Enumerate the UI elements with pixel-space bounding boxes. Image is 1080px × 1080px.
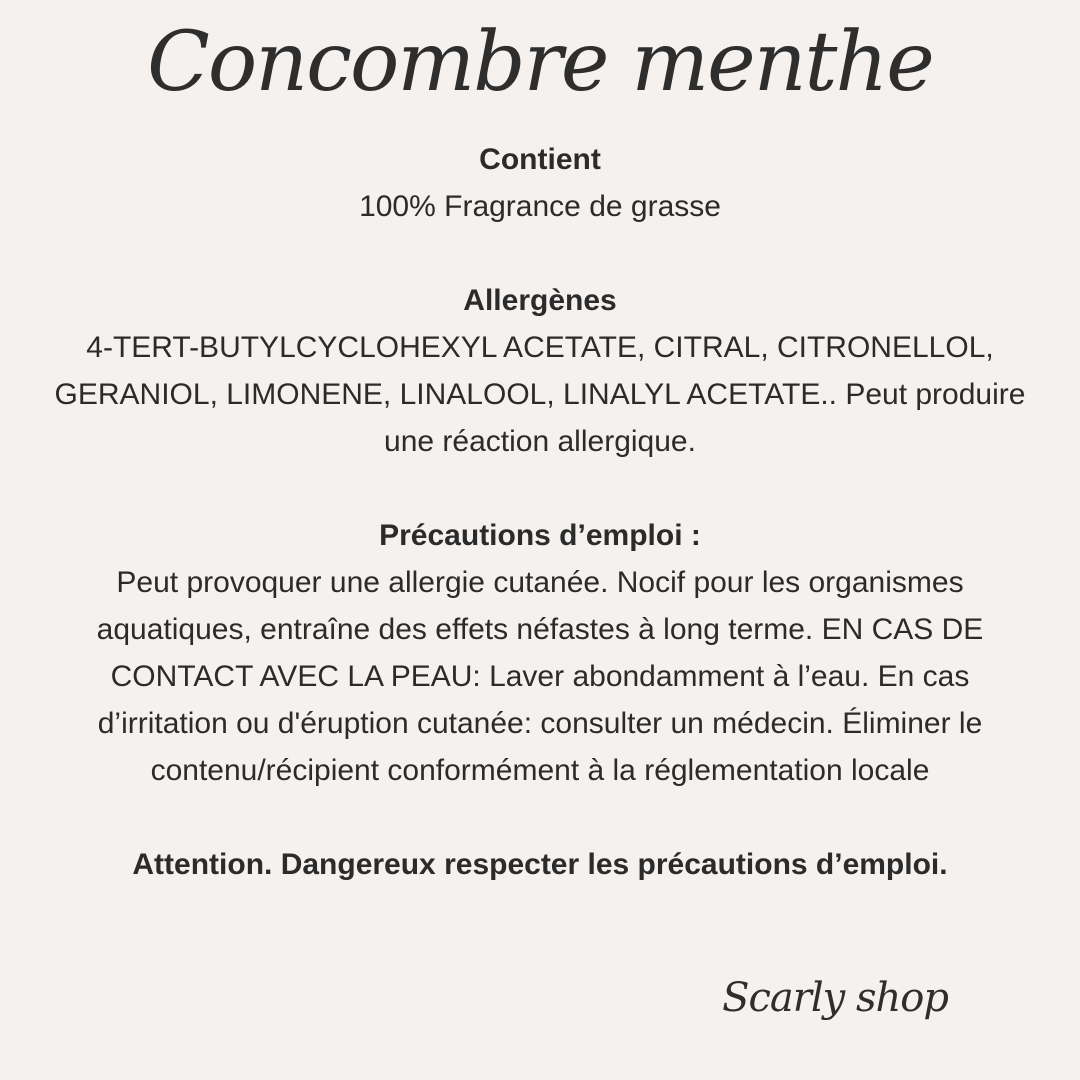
allergens-line: une réaction allergique. (384, 425, 696, 458)
precautions-line: CONTACT AVEC LA PEAU: Laver abondamment à l’eau. En cas (110, 660, 970, 693)
allergens-heading: Allergènes (463, 284, 617, 317)
shop-signature: Scarly shop (722, 975, 948, 1021)
product-title: Concombre menthe (147, 15, 933, 110)
precautions-line: d’irritation ou d'éruption cutanée: consulter un médecin. Éliminer le (97, 707, 983, 740)
contains-text: 100% Fragrance de grasse (359, 190, 721, 223)
precautions-line: Peut provoquer une allergie cutanée. Nocif pour les organismes (116, 566, 964, 599)
allergens-line: GERANIOL, LIMONENE, LINALOOL, LINALYL ACETATE.. Peut produire (54, 378, 1026, 411)
spacer (20, 794, 1060, 841)
allergens-line: 4-TERT-BUTYLCYCLOHEXYL ACETATE, CITRAL, CITRONELLOL, (86, 331, 994, 364)
precautions-line: aquatiques, entraîne des effets néfastes à long terme. EN CAS DE (96, 613, 984, 646)
spacer (20, 230, 1060, 277)
warning-text: Attention. Dangereux respecter les précautions d’emploi. (132, 848, 948, 881)
contains-heading: Contient (479, 143, 601, 176)
precautions-line: contenu/récipient conformément à la réglementation locale (150, 754, 930, 787)
label-content (20, 136, 1060, 888)
spacer (20, 465, 1060, 512)
precautions-heading: Précautions d’emploi : (379, 519, 701, 552)
